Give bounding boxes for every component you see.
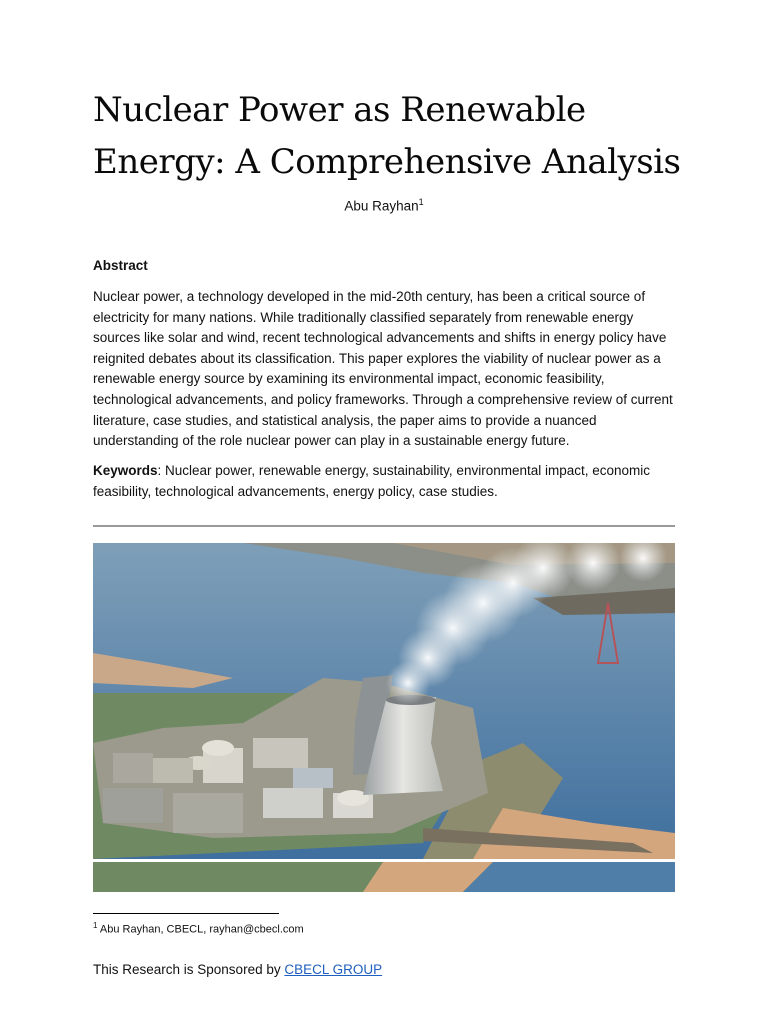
abstract-heading: Abstract	[93, 258, 148, 273]
keywords-text: : Nuclear power, renewable energy, sustainability, environmental impact, economic feasibility, technological advancements, energy policy, case studies.	[93, 463, 651, 499]
footnote-separator	[93, 913, 279, 914]
keywords-label: Keywords	[93, 463, 158, 478]
paper-title: Nuclear Power as Renewable Energy: A Comprehensive Analysis	[93, 90, 681, 182]
author-line	[0, 197, 768, 214]
footnote	[93, 921, 304, 936]
sponsor-text: This Research is Sponsored by	[93, 962, 285, 977]
author-footnote-mark: 1	[418, 197, 424, 207]
section-divider	[93, 525, 675, 527]
abstract-text: Nuclear power, a technology developed in the mid-20th century, has been a critical source of electricity for many nations. While traditionally classified separately from renewable energy sources like solar and wind, recent technological advancements and shifts in energy policy have reignited debates about its classification. This paper explores the viability of nuclear power as a renewable energy source by examining its environmental impact, economic feasibility, technological advancements, and policy frameworks. Through a comprehensive review of current literature, case studies, and statistical analysis, the paper aims to provide a nuanced understanding of the role nuclear power can play in a sustainable energy future.	[93, 289, 673, 449]
photo-continuation-strip	[93, 862, 675, 892]
footnote-mark: 1	[93, 921, 98, 930]
sponsor-link[interactable]: CBECL GROUP	[284, 962, 383, 977]
sponsor-line	[93, 962, 382, 977]
footnote-text: Abu Rayhan, CBECL, rayhan@cbecl.com	[97, 923, 304, 936]
nuclear-plant-photo	[93, 543, 675, 859]
author-name: Abu Rayhan	[344, 198, 419, 214]
keywords-paragraph	[93, 461, 683, 502]
